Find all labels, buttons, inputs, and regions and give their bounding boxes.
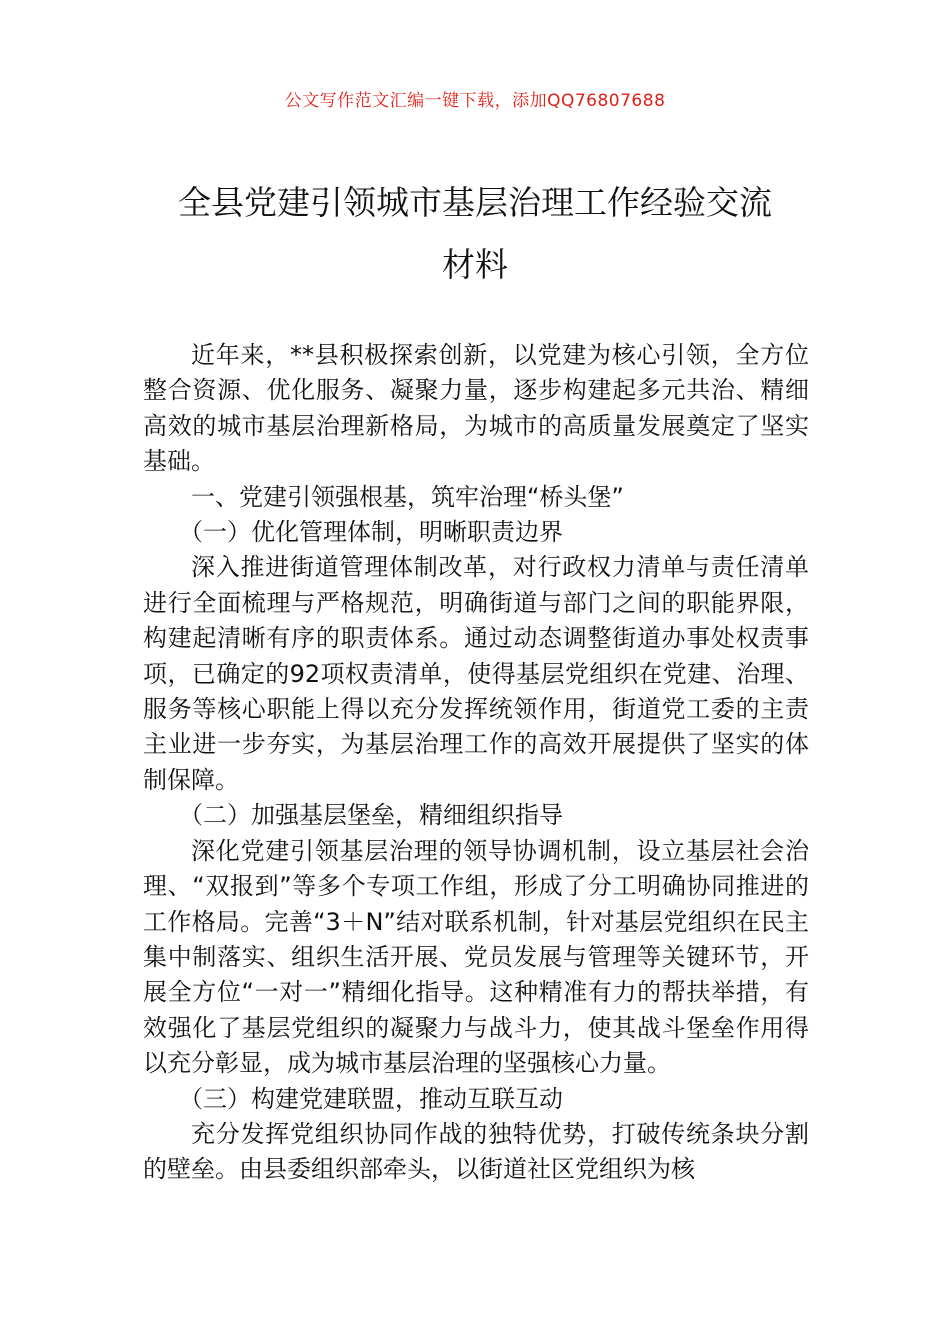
subsection-heading-2: （二）加强基层堡垒，精细组织指导: [179, 801, 563, 830]
paragraph-1: 深入推进街道管理体制改革，对行政权力清单与责任清单进行全面梳理与严格规范，明确街道与部门之间的职能界限，构建起清晰有序的职责体系。通过动态调整街道办事处权责事项，已确定的92项权责清单，使得基层党组织在党建、治理、服务等核心职能上得以充分发挥统领作用，街道党工委的主责主业进一步夯实，为基层治理工作的高效开展提供了坚实的体制保障。: [143, 553, 809, 794]
section-heading-1: 一、党建引领强根基，筑牢治理“桥头堡”: [191, 482, 624, 511]
paragraph-3: 充分发挥党组织协同作战的独特优势，打破传统条块分割的壁垒。由县委组织部牵头，以街道社区党组织为核: [143, 1119, 809, 1184]
title-line-1: 全县党建引领城市基层治理工作经验交流: [178, 183, 772, 222]
document-body: [143, 338, 809, 1188]
document-title: [60, 172, 890, 296]
watermark-text: 公文写作范文汇编一键下载，添加QQ76807688: [284, 91, 666, 111]
subsection-heading-1: （一）优化管理体制，明晰职责边界: [179, 518, 563, 547]
intro-paragraph: 近年来，**县积极探索创新，以党建为核心引领，全方位整合资源、优化服务、凝聚力量，逐步构建起多元共治、精细高效的城市基层治理新格局，为城市的高质量发展奠定了坚实基础。: [143, 341, 809, 476]
paragraph-2: 深化党建引领基层治理的领导协调机制，设立基层社会治理、“双报到”等多个专项工作组，形成了分工明确协同推进的工作格局。完善“3＋N”结对联系机制，针对基层党组织在民主集中制落实、组织生活开展、党员发展与管理等关键环节，开展全方位“一对一”精细化指导。这种精准有力的帮扶举措，有效强化了基层党组织的凝聚力与战斗力，使其战斗堡垒作用得以充分彰显，成为城市基层治理的坚强核心力量。: [143, 836, 809, 1078]
title-line-2: 材料: [442, 245, 508, 284]
subsection-heading-3: （三）构建党建联盟，推动互联互动: [179, 1084, 563, 1113]
